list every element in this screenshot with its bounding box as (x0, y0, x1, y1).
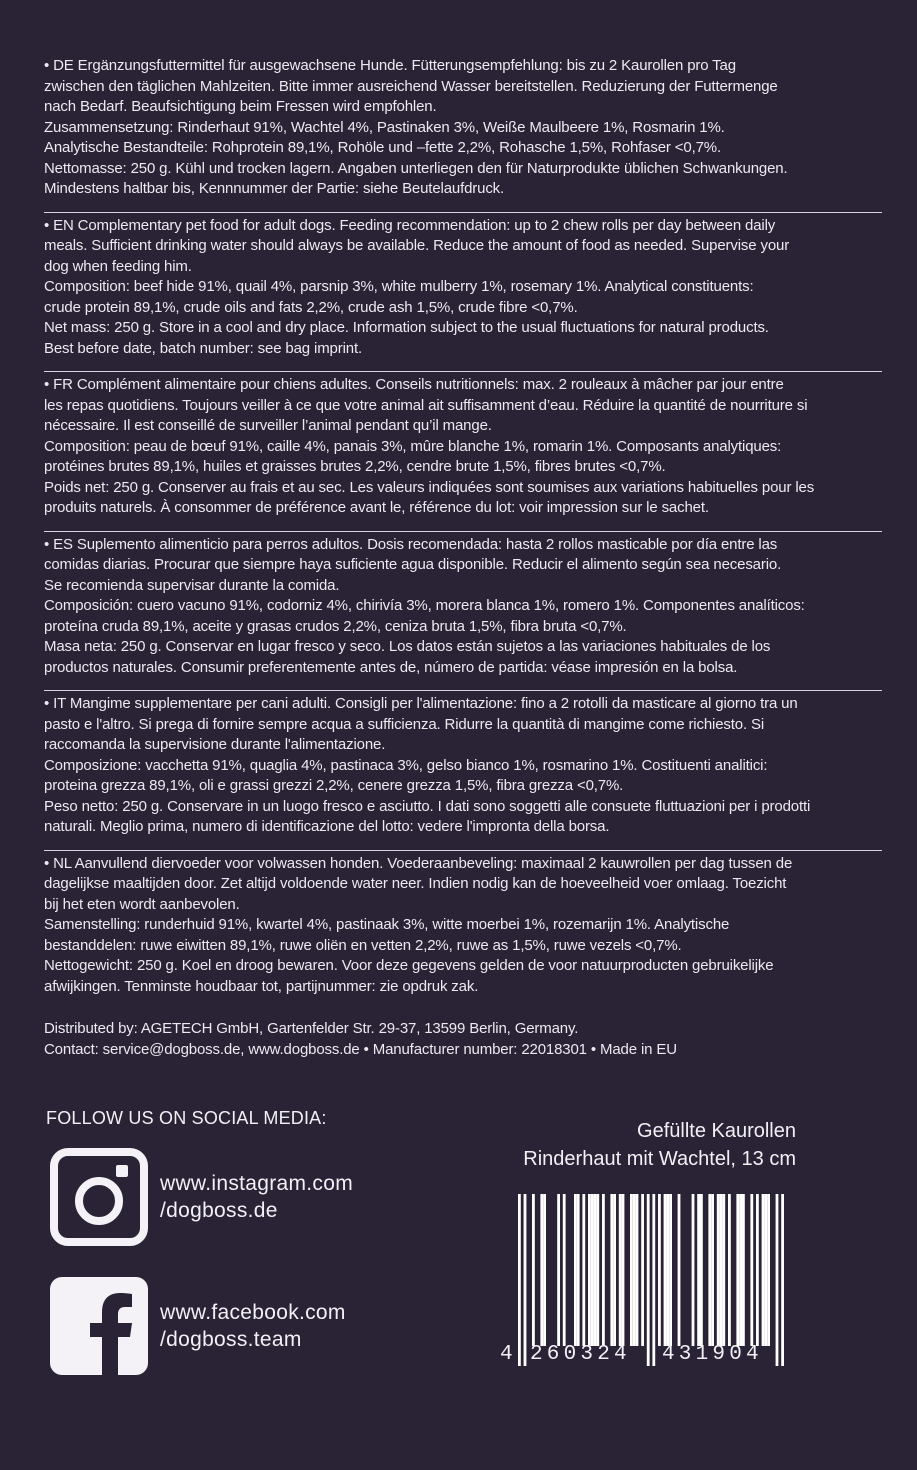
barcode-group-1: 260324 (530, 1343, 631, 1366)
section-line: crude protein 89,1%, crude oils and fats 2,2%, crude ash 1,5%, crude fibre <0,7%. (44, 298, 578, 316)
barcode-bar (742, 1194, 745, 1346)
barcode-bar (582, 1194, 585, 1346)
section-line: zwischen den täglichen Mahlzeiten. Bitte immer ausreichend Wasser bereitstellen. Reduzierung der Futtermenge (44, 77, 778, 95)
barcode-bar (633, 1194, 636, 1346)
barcode-bar (767, 1194, 770, 1346)
barcode-bar (669, 1194, 672, 1346)
section-line: Nettomasse: 250 g. Kühl und trocken lagern. Angaben unterliegen den für Naturprodukte üblichen Schwankungen. (44, 159, 788, 177)
barcode-bar (602, 1194, 605, 1346)
social-heading: FOLLOW US ON SOCIAL MEDIA: (46, 1108, 327, 1128)
section-line: Composizione: vacchetta 91%, quaglia 4%, pastinaca 3%, gelso bianco 1%, rosmarino 1%. Costituenti analitici: (44, 756, 768, 774)
section-line: comidas diarias. Procurar que siempre haya suficiente agua disponible. Reducir el alimento según sea necesario. (44, 556, 782, 573)
section-line: nach Bedarf. Beaufsichtigung beim Fressen wird empfohlen. (44, 98, 437, 115)
section-line: • ES Suplemento alimenticio para perros adultos. Dosis recomendada: hasta 2 rollos masticable por día entre las (44, 535, 778, 553)
section-line: Net mass: 250 g. Store in a cool and dry place. Information subject to the usual fluctuations for natural products. (44, 319, 769, 336)
barcode-bar (722, 1194, 725, 1346)
facebook-icon (50, 1277, 148, 1375)
barcode-bar (678, 1194, 681, 1346)
barcode-number (500, 1343, 796, 1366)
section-line: productos naturales. Consumir preferentemente antes de, número de partida: véase impresión en la bolsa. (44, 658, 738, 676)
barcode-bar (708, 1194, 711, 1346)
section-line: Poids net: 250 g. Conserver au frais et au sec. Les valeurs indiquées sont soumises aux variations habituelles pour les (44, 478, 815, 496)
section-line: proteína cruda 89,1%, aceite y grasas crudos 2,2%, ceniza bruta 1,5%, fibra bruta <0,7%. (44, 617, 627, 635)
barcode-bar (700, 1194, 703, 1346)
section-line: Composición: cuero vacuno 91%, codorniz 4%, chirivía 3%, morera blanca 1%, romero 1%. Componentes analíticos: (44, 597, 805, 614)
barcode-bar (750, 1194, 753, 1346)
section-line: bij het eten wordt aanbevolen. (44, 895, 240, 913)
barcode-guard-bar (776, 1194, 779, 1366)
barcode-guard-bar (652, 1194, 655, 1366)
section-divider (44, 690, 882, 691)
section-en (44, 216, 884, 360)
contact-line: Contact: service@dogboss.de, www.dogboss.de • Manufacturer number: 22018301 • Made in EU (44, 1040, 677, 1058)
barcode-group-2: 431904 (662, 1343, 763, 1366)
instagram-icon (50, 1148, 148, 1246)
barcode-bar (574, 1194, 577, 1346)
section-line: Analytische Bestandteile: Rohprotein 89,1%, Rohöle und –fette 2,2%, Rohasche 1,5%, Rohfaser <0,7%. (44, 139, 721, 156)
barcode-bar (720, 1194, 723, 1346)
section-line: afwijkingen. Tenminste houdbaar tot, partijnummer: zie opdruk zak. (44, 977, 479, 995)
barcode-bar (658, 1194, 661, 1346)
section-divider (44, 850, 882, 851)
barcode-bar (756, 1194, 759, 1346)
barcode-bar (563, 1194, 566, 1346)
facebook-url: www.facebook.com (160, 1301, 346, 1324)
barcode-bar (736, 1194, 739, 1346)
barcode-bar (540, 1194, 543, 1346)
barcode-bar (577, 1194, 580, 1346)
section-line: Se recomienda supervisar durante la comida. (44, 576, 340, 594)
section-line: • EN Complementary pet food for adult dogs. Feeding recommendation: up to 2 chew rolls per day between daily (44, 216, 776, 234)
section-line: Mindestens haltbar bis, Kennnummer der Partie: siehe Beutelaufdruck. (44, 180, 505, 197)
barcode-bar (630, 1194, 633, 1346)
barcode-bar (762, 1194, 765, 1346)
section-fr (44, 375, 884, 519)
instagram-url: www.instagram.com (160, 1172, 353, 1195)
section-line: les repas quotidiens. Toujours veiller à ce que votre animal ait suffisamment d’eau. Réduire la quantité de nourriture si (44, 396, 808, 414)
section-line: • DE Ergänzungsfuttermittel für ausgewachsene Hunde. Fütterungsempfehlung: bis zu 2 Kaurollen pro Tag (44, 57, 736, 74)
section-line: • FR Complément alimentaire pour chiens adultes. Conseils nutritionnels: max. 2 rouleaux à mâcher par jour entre (44, 376, 784, 393)
section-line: raccomanda la supervisione durante l'alimentazione. (44, 736, 386, 753)
barcode-bar (622, 1194, 625, 1346)
barcode-bar (532, 1194, 535, 1346)
section-line: Nettogewicht: 250 g. Koel en droog bewaren. Voor deze gegevens gelden de voor natuurproducten gebruikelijke (44, 957, 774, 974)
section-line: protéines brutes 89,1%, huiles et graisses brutes 2,2%, cendre brute 1,5%, fibres brutes <0,7%. (44, 458, 666, 475)
barcode-bar (636, 1194, 639, 1346)
section-line: Zusammensetzung: Rinderhaut 91%, Wachtel 4%, Pastinaken 3%, Weiße Maulbeere 1%, Rosmarin 1%. (44, 118, 725, 136)
section-line: Samenstelling: runderhuid 91%, kwartel 4%, pastinaak 3%, witte moerbei 1%, rozemarijn 1%. Analytische (44, 916, 730, 933)
barcode-bar (619, 1194, 622, 1346)
section-es (44, 535, 884, 679)
barcode-bar (692, 1194, 695, 1346)
product-name (523, 1117, 796, 1173)
barcode-bar (594, 1194, 597, 1346)
section-line: • NL Aanvullend diervoeder voor volwassen honden. Voederaanbeveling: maximaal 2 kauwrollen per dag tussen de (44, 854, 793, 872)
distributor-info (44, 1019, 884, 1060)
barcode-bar (557, 1194, 560, 1346)
section-line: naturali. Meglio prima, numero di identificazione del lotto: vedere l'impronta della borsa. (44, 818, 610, 835)
section-divider (44, 371, 882, 372)
instagram-block (50, 1148, 353, 1246)
barcode-bar (664, 1194, 667, 1346)
section-line: Composition: beef hide 91%, quail 4%, parsnip 3%, white mulberry 1%, rosemary 1%. Analytical constituents: (44, 278, 754, 295)
barcode-guard-bar (524, 1194, 527, 1366)
section-line: Masa neta: 250 g. Conservar en lugar fresco y seco. Los datos están sujetos a las variaciones habituales de los (44, 638, 771, 655)
section-divider (44, 531, 882, 532)
section-line: proteina grezza 89,1%, oli e grassi grezzi 2,2%, cenere grezza 1,5%, fibra grezza <0,7%. (44, 777, 624, 794)
section-line: dagelijkse maaltijden door. Zet altijd voldoende water neer. Indien nodig kan de hoeveelheid voer omlaag. Toezicht (44, 875, 787, 892)
section-divider (44, 212, 882, 213)
barcode-bar (697, 1194, 700, 1346)
barcode-bar (613, 1194, 616, 1346)
section-line: dog when feeding him. (44, 257, 192, 275)
section-line: pasto e l'altro. Si prega di fornire sempre acqua a sufficienza. Ridurre la quantità di mangime come richiesto. Si (44, 715, 765, 733)
barcode-guard-bar (647, 1194, 650, 1366)
barcode-digit-first: 4 (500, 1343, 517, 1366)
section-de (44, 56, 884, 200)
section-line: bestanddelen: ruwe eiwitten 89,1%, ruwe oliën en vetten 2,2%, ruwe as 1,5%, ruwe vezels <0,7%. (44, 936, 682, 954)
instagram-label (160, 1170, 353, 1224)
barcode-bar (717, 1194, 720, 1346)
barcode-bar (588, 1194, 591, 1346)
product-title: Gefüllte Kaurollen (637, 1120, 796, 1142)
distributor-line: Distributed by: AGETECH GmbH, Gartenfelder Str. 29-37, 13599 Berlin, Germany. (44, 1020, 579, 1037)
barcode-bar (610, 1194, 613, 1346)
section-line: produits naturels. À consommer de préférence avant le, référence du lot: voir impression sur le sachet. (44, 499, 709, 516)
section-it (44, 694, 884, 838)
instagram-handle: /dogboss.de (160, 1199, 278, 1222)
barcode-bar (728, 1194, 731, 1346)
barcode-bar (739, 1194, 742, 1346)
barcode-guard-bar (781, 1194, 784, 1366)
section-line: Composition: peau de bœuf 91%, caille 4%, panais 3%, mûre blanche 1%, romarin 1%. Composants analytiques: (44, 437, 782, 455)
barcode-bar (543, 1194, 546, 1346)
section-line: Peso netto: 250 g. Conservare in un luogo fresco e asciutto. I dati sono soggetti alle consuete fluttuazioni per i prodotti (44, 797, 811, 815)
barcode-bar (591, 1194, 594, 1346)
label-text-area (44, 56, 884, 1060)
barcode-bar (641, 1194, 644, 1346)
facebook-handle: /dogboss.team (160, 1328, 302, 1351)
barcode-bar (711, 1194, 714, 1346)
section-line: • IT Mangime supplementare per cani adulti. Consigli per l'alimentazione: fino a 2 rotolli da masticare al giorno tra un (44, 695, 798, 712)
product-subtitle: Rinderhaut mit Wachtel, 13 cm (523, 1148, 796, 1170)
barcode-bar (764, 1194, 767, 1346)
barcode-bar (596, 1194, 599, 1346)
section-line: meals. Sufficient drinking water should always be available. Reduce the amount of food as needed. Supervise your (44, 237, 790, 254)
section-line: Best before date, batch number: see bag imprint. (44, 339, 362, 357)
facebook-label (160, 1299, 346, 1353)
facebook-block (50, 1277, 346, 1375)
barcode-bar (666, 1194, 669, 1346)
section-line: nécessaire. Il est conseillé de surveiller l’animal pendant qu’il mange. (44, 417, 492, 434)
section-nl (44, 854, 884, 998)
language-sections (44, 56, 884, 997)
barcode-guard-bar (518, 1194, 521, 1366)
